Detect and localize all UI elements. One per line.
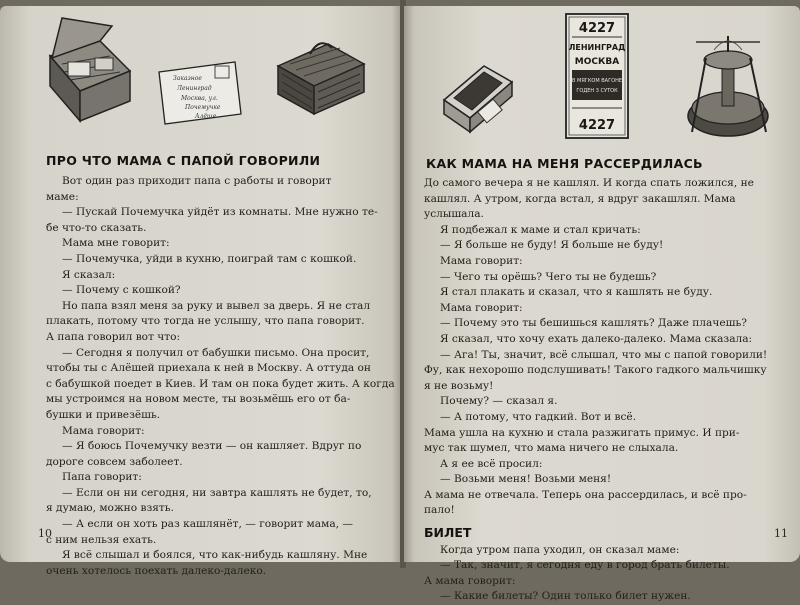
- left-page: [0, 6, 402, 577]
- text-line: А папа говорил вот что:: [46, 330, 181, 343]
- text-line: Я подбежал к маме и стал кричать:: [440, 223, 641, 236]
- text-line: А мама не отвечала. Теперь она рассердилась, и всё про-: [424, 488, 747, 501]
- chapter-text: [46, 174, 395, 579]
- text-line: Я всё слышал и боялся, что как-нибудь кашляну. Мне: [62, 549, 368, 562]
- text-line: Мама говорит:: [440, 254, 523, 267]
- text-line: — Сегодня я получил от бабушки письмо. Она просит,: [62, 346, 370, 359]
- ticket-number-bottom: 4227: [578, 118, 616, 133]
- envelope-line: Почемучке: [185, 104, 221, 111]
- text-line: — Чего ты орёшь? Чего ты не будешь?: [440, 270, 657, 283]
- envelope-line: Ленинград: [177, 85, 212, 92]
- ticket-class: В МЯГКОМ ВАГОНЕ: [572, 78, 622, 84]
- suitcase-illustration: [40, 16, 140, 126]
- text-line: чтобы ты с Алёшей приехала к ней в Москву. А оттуда он: [46, 362, 371, 375]
- right-page: [404, 6, 800, 603]
- text-line: — Какие билеты? Один только билет нужен.: [440, 590, 691, 603]
- ticket-route-from: ЛЕНИНГРАД: [568, 43, 626, 52]
- text-line: А мама говорит:: [424, 574, 516, 587]
- text-line: Вот один раз приходит папа с работы и говорит: [62, 175, 332, 187]
- text-line: плакать, потому что тогда не услышу, что папа говорит.: [46, 315, 365, 328]
- text-line: бушки и привезёшь.: [46, 408, 161, 421]
- text-line: — Почему с кошкой?: [62, 284, 181, 297]
- train-ticket: [564, 12, 630, 140]
- text-line: Я сказал, что хочу ехать далеко-далеко. Мама сказала:: [440, 332, 753, 345]
- text-line: пало!: [424, 504, 455, 517]
- text-line: — Ага! Ты, значит, всё слышал, что мы с папой говорили!: [440, 348, 768, 361]
- envelope-line: Москва, ул.: [181, 95, 218, 102]
- section-heading: БИЛЕТ: [424, 525, 472, 541]
- text-line: с бабушкой поедет в Киев. И там он пока будет жить. А когда: [46, 377, 395, 390]
- text-line: А я ее всё просил:: [440, 457, 543, 470]
- text-line: услышала.: [424, 208, 484, 221]
- text-line: я не возьму!: [424, 379, 494, 392]
- envelope-illustration: [155, 58, 245, 128]
- text-line: Я стал плакать и сказал, что я кашлять не буду.: [440, 286, 713, 299]
- text-line: бе что-то сказать.: [46, 221, 147, 234]
- text-line: дороге совсем заболеет.: [46, 455, 183, 468]
- text-line: Мама говорит:: [440, 301, 523, 314]
- text-line: — Я боюсь Почемучку везти — он кашляет. Вдруг по: [62, 440, 362, 453]
- text-line: — Так, значит, я сегодня еду в город брать билеты.: [440, 559, 730, 572]
- text-line: — А если он хоть раз кашлянёт, — говорит мама, —: [62, 518, 353, 531]
- text-line: Я сказал:: [62, 268, 116, 281]
- text-line: — Пускай Почемучка уйдёт из комнаты. Мне нужно те-: [62, 206, 378, 219]
- page-number: 10: [38, 527, 52, 540]
- basket-illustration: [270, 34, 370, 119]
- page-number: 11: [774, 527, 788, 540]
- text-line: Фу, как нехорошо подслушивать! Такого гадкого мальчишку: [424, 364, 767, 377]
- ticket-validity: ГОДЕН 3 СУТОК: [576, 88, 618, 94]
- text-line: с ним нельзя ехать.: [46, 533, 157, 546]
- chapter-text: [424, 176, 784, 605]
- text-line: очень хотелось поехать далеко-далеко.: [46, 564, 267, 577]
- text-line: — А потому, что гадкий. Вот и всё.: [440, 410, 637, 423]
- text-line: Мама ушла на кухню и стала разжигать примус. И при-: [424, 426, 740, 439]
- text-line: — Возьми меня! Возьми меня!: [440, 473, 612, 486]
- text-line: — Почемучка, уйди в кухню, поиграй там с кошкой.: [62, 252, 357, 265]
- text-line: Почему? — сказал я.: [440, 395, 558, 408]
- text-line: — Почему это ты бешишься кашлять? Даже плачешь?: [440, 317, 747, 330]
- text-line: я думаю, можно взять.: [46, 502, 174, 515]
- envelope-line: Алёше: [195, 113, 217, 120]
- text-line: — Я больше не буду! Я больше не буду!: [440, 239, 664, 252]
- primus-stove-illustration: [676, 28, 786, 143]
- text-line: маме:: [46, 190, 79, 203]
- text-line: Мама говорит:: [62, 424, 145, 437]
- ticket-number-top: 4227: [578, 21, 616, 36]
- text-line: До самого вечера я не кашлял. И когда спать ложился, не: [424, 177, 754, 189]
- ticket-route-to: МОСКВА: [574, 57, 620, 67]
- chapter-heading: ПРО ЧТО МАМА С ПАПОЙ ГОВОРИЛИ: [46, 153, 321, 168]
- text-line: Когда утром папа уходил, он сказал маме:: [440, 543, 680, 556]
- text-line: Но папа взял меня за руку и вывел за дверь. Я не стал: [62, 299, 371, 312]
- envelope-line: Заказное: [173, 75, 202, 82]
- text-line: мы устроимся на новом месте, ты возьмёшь его от ба-: [46, 393, 351, 406]
- text-line: Папа говорит:: [62, 471, 142, 484]
- text-line: — Если он ни сегодня, ни завтра кашлять не будет, то,: [62, 486, 372, 499]
- matchbox-illustration: [440, 56, 520, 136]
- text-line: кашлял. А утром, когда встал, я вдруг закашлял. Мама: [424, 192, 736, 205]
- text-line: мус так шумел, что мама ничего не слыхала.: [424, 442, 679, 455]
- chapter-heading: КАК МАМА НА МЕНЯ РАССЕРДИЛАСЬ: [426, 156, 703, 171]
- text-line: Мама мне говорит:: [62, 237, 170, 250]
